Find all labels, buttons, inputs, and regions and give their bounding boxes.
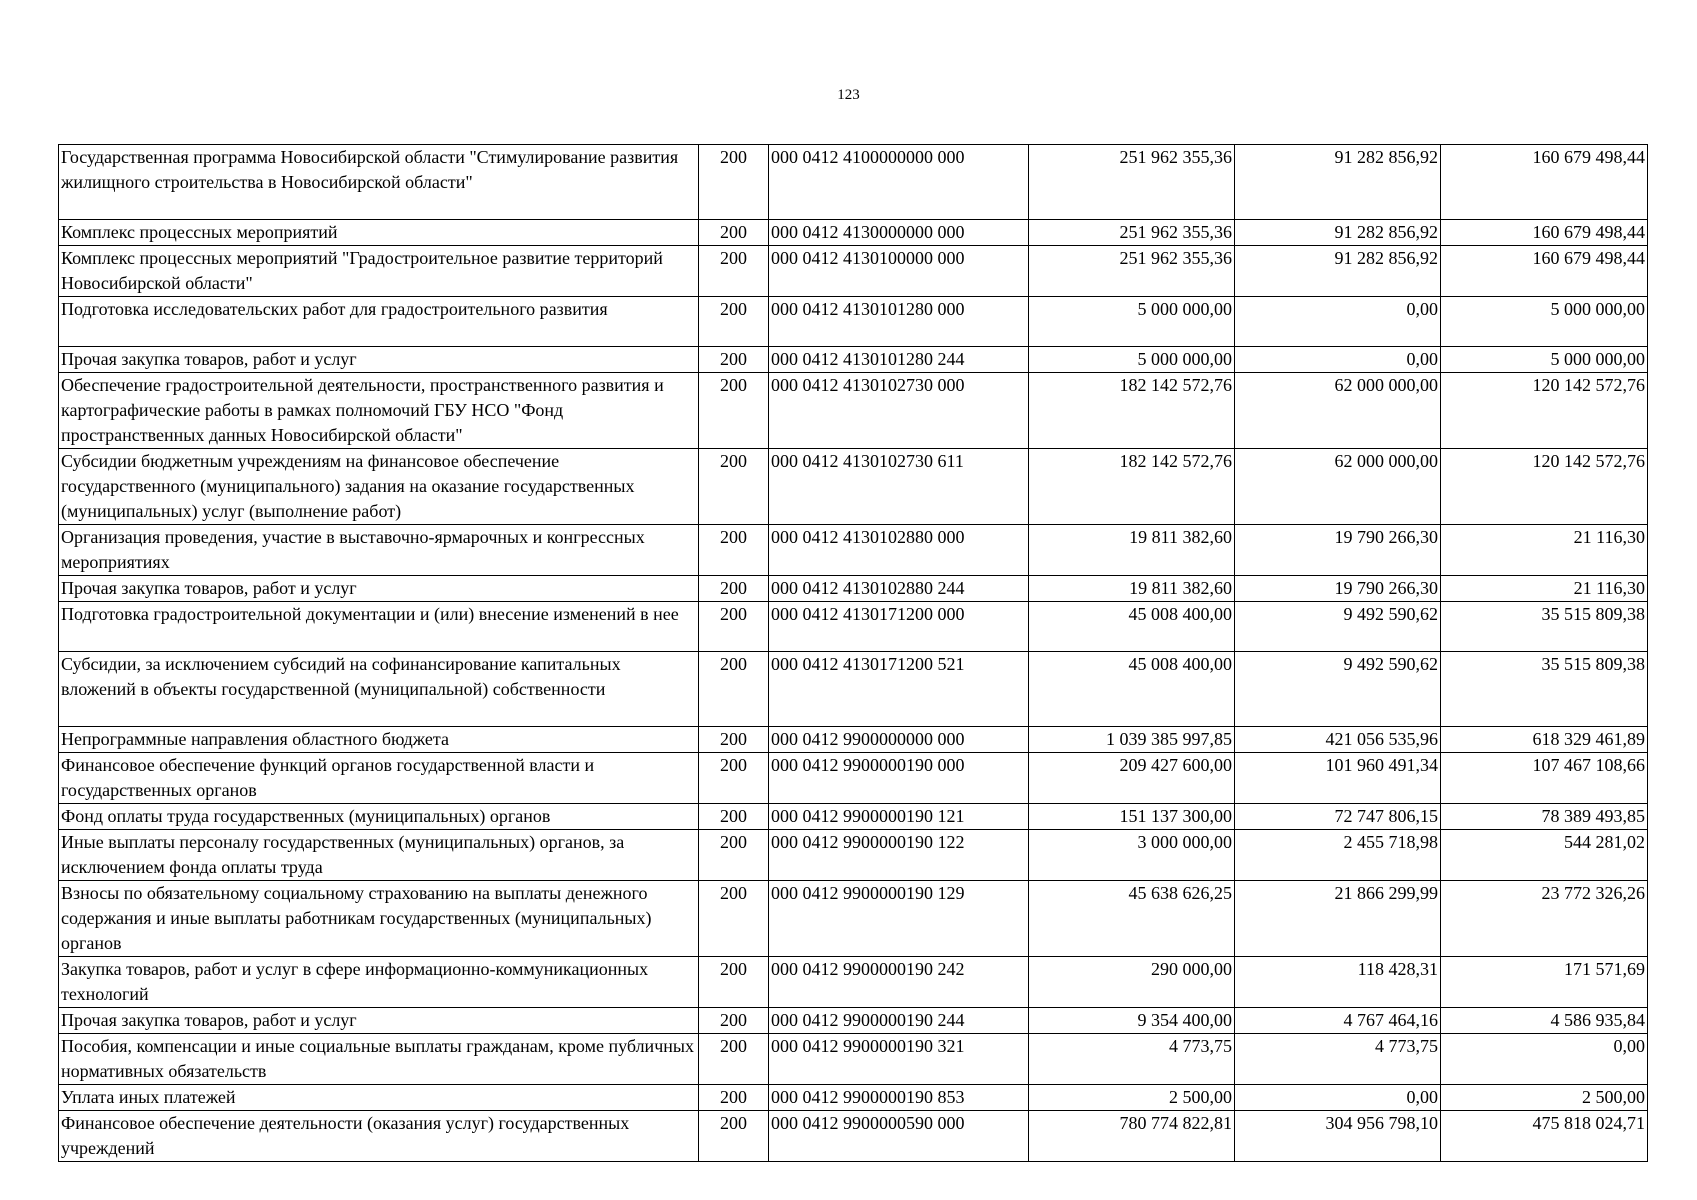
- row-name: Прочая закупка товаров, работ и услуг: [59, 576, 699, 602]
- row-executed: 91 282 856,92: [1235, 220, 1441, 246]
- row-code: 200: [699, 957, 769, 1008]
- table-body: [59, 145, 1648, 1162]
- row-executed: 118 428,31: [1235, 957, 1441, 1008]
- row-code: 200: [699, 373, 769, 449]
- row-kbk: 000 0412 4130171200 000: [769, 602, 1029, 652]
- row-executed: 4 767 464,16: [1235, 1008, 1441, 1034]
- table-row: [59, 1085, 1648, 1111]
- row-approved: 182 142 572,76: [1029, 449, 1235, 525]
- row-approved: 780 774 822,81: [1029, 1111, 1235, 1162]
- table-row: [59, 373, 1648, 449]
- row-code: 200: [699, 525, 769, 576]
- row-code: 200: [699, 652, 769, 727]
- row-name: Обеспечение градостроительной деятельности, пространственного развития и картографические работы в рамках полномочий ГБУ НСО "Фонд пространственных данных Новосибирской области": [59, 373, 699, 449]
- row-name: Взносы по обязательному социальному страхованию на выплаты денежного содержания и иные выплаты работникам государственных (муниципальных) органов: [59, 881, 699, 957]
- row-kbk: 000 0412 9900000190 129: [769, 881, 1029, 957]
- row-kbk: 000 0412 4130102880 000: [769, 525, 1029, 576]
- row-kbk: 000 0412 4130171200 521: [769, 652, 1029, 727]
- row-name: Субсидии, за исключением субсидий на софинансирование капитальных вложений в объекты государственной (муниципальной) собственности: [59, 652, 699, 727]
- row-remaining: 475 818 024,71: [1441, 1111, 1648, 1162]
- row-remaining: 2 500,00: [1441, 1085, 1648, 1111]
- row-kbk: 000 0412 9900000190 244: [769, 1008, 1029, 1034]
- table-row: [59, 602, 1648, 652]
- row-executed: 9 492 590,62: [1235, 652, 1441, 727]
- row-executed: 72 747 806,15: [1235, 804, 1441, 830]
- row-code: 200: [699, 753, 769, 804]
- row-approved: 45 638 626,25: [1029, 881, 1235, 957]
- row-code: 200: [699, 347, 769, 373]
- row-name: Комплекс процессных мероприятий "Градостроительное развитие территорий Новосибирской области": [59, 246, 699, 297]
- row-name: Субсидии бюджетным учреждениям на финансовое обеспечение государственного (муниципального) задания на оказание государственных (муниципальных) услуг (выполнение работ): [59, 449, 699, 525]
- table-row: [59, 449, 1648, 525]
- row-code: 200: [699, 246, 769, 297]
- row-approved: 19 811 382,60: [1029, 525, 1235, 576]
- row-remaining: 0,00: [1441, 1034, 1648, 1085]
- row-code: 200: [699, 1034, 769, 1085]
- row-remaining: 618 329 461,89: [1441, 727, 1648, 753]
- row-code: 200: [699, 145, 769, 220]
- row-remaining: 120 142 572,76: [1441, 373, 1648, 449]
- row-name: Прочая закупка товаров, работ и услуг: [59, 347, 699, 373]
- row-approved: 251 962 355,36: [1029, 246, 1235, 297]
- row-code: 200: [699, 602, 769, 652]
- row-name: Подготовка градостроительной документации и (или) внесение изменений в нее: [59, 602, 699, 652]
- row-executed: 91 282 856,92: [1235, 145, 1441, 220]
- row-code: 200: [699, 297, 769, 347]
- table-row: [59, 220, 1648, 246]
- row-approved: 9 354 400,00: [1029, 1008, 1235, 1034]
- row-kbk: 000 0412 9900000190 321: [769, 1034, 1029, 1085]
- row-kbk: 000 0412 9900000190 242: [769, 957, 1029, 1008]
- row-executed: 19 790 266,30: [1235, 576, 1441, 602]
- row-kbk: 000 0412 4130101280 000: [769, 297, 1029, 347]
- row-remaining: 23 772 326,26: [1441, 881, 1648, 957]
- row-executed: 0,00: [1235, 347, 1441, 373]
- row-remaining: 21 116,30: [1441, 525, 1648, 576]
- table-row: [59, 297, 1648, 347]
- row-approved: 5 000 000,00: [1029, 297, 1235, 347]
- row-approved: 290 000,00: [1029, 957, 1235, 1008]
- row-name: Организация проведения, участие в выставочно-ярмарочных и конгрессных мероприятиях: [59, 525, 699, 576]
- row-name: Непрограммные направления областного бюджета: [59, 727, 699, 753]
- row-approved: 3 000 000,00: [1029, 830, 1235, 881]
- row-code: 200: [699, 220, 769, 246]
- row-remaining: 107 467 108,66: [1441, 753, 1648, 804]
- row-name: Пособия, компенсации и иные социальные выплаты гражданам, кроме публичных нормативных обязательств: [59, 1034, 699, 1085]
- row-remaining: 160 679 498,44: [1441, 145, 1648, 220]
- row-approved: 209 427 600,00: [1029, 753, 1235, 804]
- row-approved: 251 962 355,36: [1029, 220, 1235, 246]
- table-row: [59, 957, 1648, 1008]
- table-row: [59, 804, 1648, 830]
- row-code: 200: [699, 804, 769, 830]
- table-row: [59, 576, 1648, 602]
- table-row: [59, 652, 1648, 727]
- table-row: [59, 246, 1648, 297]
- row-kbk: 000 0412 9900000190 853: [769, 1085, 1029, 1111]
- row-executed: 21 866 299,99: [1235, 881, 1441, 957]
- row-executed: 0,00: [1235, 1085, 1441, 1111]
- row-approved: 5 000 000,00: [1029, 347, 1235, 373]
- row-kbk: 000 0412 9900000590 000: [769, 1111, 1029, 1162]
- row-code: 200: [699, 881, 769, 957]
- table-row: [59, 145, 1648, 220]
- row-executed: 62 000 000,00: [1235, 373, 1441, 449]
- row-name: Фонд оплаты труда государственных (муниципальных) органов: [59, 804, 699, 830]
- row-name: Закупка товаров, работ и услуг в сфере информационно-коммуникационных технологий: [59, 957, 699, 1008]
- row-executed: 421 056 535,96: [1235, 727, 1441, 753]
- row-name: Иные выплаты персоналу государственных (муниципальных) органов, за исключением фонда оплаты труда: [59, 830, 699, 881]
- budget-execution-table: [58, 144, 1648, 1162]
- row-kbk: 000 0412 4130102730 000: [769, 373, 1029, 449]
- row-executed: 0,00: [1235, 297, 1441, 347]
- row-kbk: 000 0412 9900000190 122: [769, 830, 1029, 881]
- row-name: Подготовка исследовательских работ для градостроительного развития: [59, 297, 699, 347]
- table-row: [59, 830, 1648, 881]
- row-code: 200: [699, 1111, 769, 1162]
- row-remaining: 120 142 572,76: [1441, 449, 1648, 525]
- row-approved: 2 500,00: [1029, 1085, 1235, 1111]
- row-executed: 19 790 266,30: [1235, 525, 1441, 576]
- row-executed: 9 492 590,62: [1235, 602, 1441, 652]
- row-remaining: 35 515 809,38: [1441, 652, 1648, 727]
- row-name: Государственная программа Новосибирской области "Стимулирование развития жилищного строительства в Новосибирской области": [59, 145, 699, 220]
- row-remaining: 5 000 000,00: [1441, 297, 1648, 347]
- row-approved: 45 008 400,00: [1029, 652, 1235, 727]
- row-remaining: 21 116,30: [1441, 576, 1648, 602]
- table-row: [59, 347, 1648, 373]
- row-approved: 151 137 300,00: [1029, 804, 1235, 830]
- row-code: 200: [699, 830, 769, 881]
- row-remaining: 160 679 498,44: [1441, 246, 1648, 297]
- row-approved: 251 962 355,36: [1029, 145, 1235, 220]
- row-remaining: 4 586 935,84: [1441, 1008, 1648, 1034]
- row-name: Финансовое обеспечение деятельности (оказания услуг) государственных учреждений: [59, 1111, 699, 1162]
- table-row: [59, 1034, 1648, 1085]
- table-row: [59, 1111, 1648, 1162]
- row-executed: 101 960 491,34: [1235, 753, 1441, 804]
- table-row: [59, 881, 1648, 957]
- row-remaining: 35 515 809,38: [1441, 602, 1648, 652]
- row-code: 200: [699, 1008, 769, 1034]
- row-kbk: 000 0412 9900000190 121: [769, 804, 1029, 830]
- row-kbk: 000 0412 9900000190 000: [769, 753, 1029, 804]
- row-kbk: 000 0412 4130101280 244: [769, 347, 1029, 373]
- row-remaining: 78 389 493,85: [1441, 804, 1648, 830]
- page-number: 123: [837, 87, 860, 103]
- row-code: 200: [699, 576, 769, 602]
- table-row: [59, 727, 1648, 753]
- row-approved: 1 039 385 997,85: [1029, 727, 1235, 753]
- row-executed: 62 000 000,00: [1235, 449, 1441, 525]
- row-name: Прочая закупка товаров, работ и услуг: [59, 1008, 699, 1034]
- row-code: 200: [699, 449, 769, 525]
- row-kbk: 000 0412 4130102880 244: [769, 576, 1029, 602]
- row-executed: 4 773,75: [1235, 1034, 1441, 1085]
- row-kbk: 000 0412 4100000000 000: [769, 145, 1029, 220]
- row-name: Комплекс процессных мероприятий: [59, 220, 699, 246]
- row-remaining: 171 571,69: [1441, 957, 1648, 1008]
- row-executed: 91 282 856,92: [1235, 246, 1441, 297]
- row-kbk: 000 0412 4130102730 611: [769, 449, 1029, 525]
- row-name: Финансовое обеспечение функций органов государственной власти и государственных органов: [59, 753, 699, 804]
- row-remaining: 544 281,02: [1441, 830, 1648, 881]
- row-approved: 182 142 572,76: [1029, 373, 1235, 449]
- table-row: [59, 525, 1648, 576]
- table-row: [59, 1008, 1648, 1034]
- row-kbk: 000 0412 4130000000 000: [769, 220, 1029, 246]
- row-approved: 4 773,75: [1029, 1034, 1235, 1085]
- row-approved: 19 811 382,60: [1029, 576, 1235, 602]
- row-remaining: 160 679 498,44: [1441, 220, 1648, 246]
- table-row: [59, 753, 1648, 804]
- row-code: 200: [699, 727, 769, 753]
- row-executed: 2 455 718,98: [1235, 830, 1441, 881]
- row-kbk: 000 0412 4130100000 000: [769, 246, 1029, 297]
- row-kbk: 000 0412 9900000000 000: [769, 727, 1029, 753]
- row-approved: 45 008 400,00: [1029, 602, 1235, 652]
- row-remaining: 5 000 000,00: [1441, 347, 1648, 373]
- row-name: Уплата иных платежей: [59, 1085, 699, 1111]
- row-executed: 304 956 798,10: [1235, 1111, 1441, 1162]
- row-code: 200: [699, 1085, 769, 1111]
